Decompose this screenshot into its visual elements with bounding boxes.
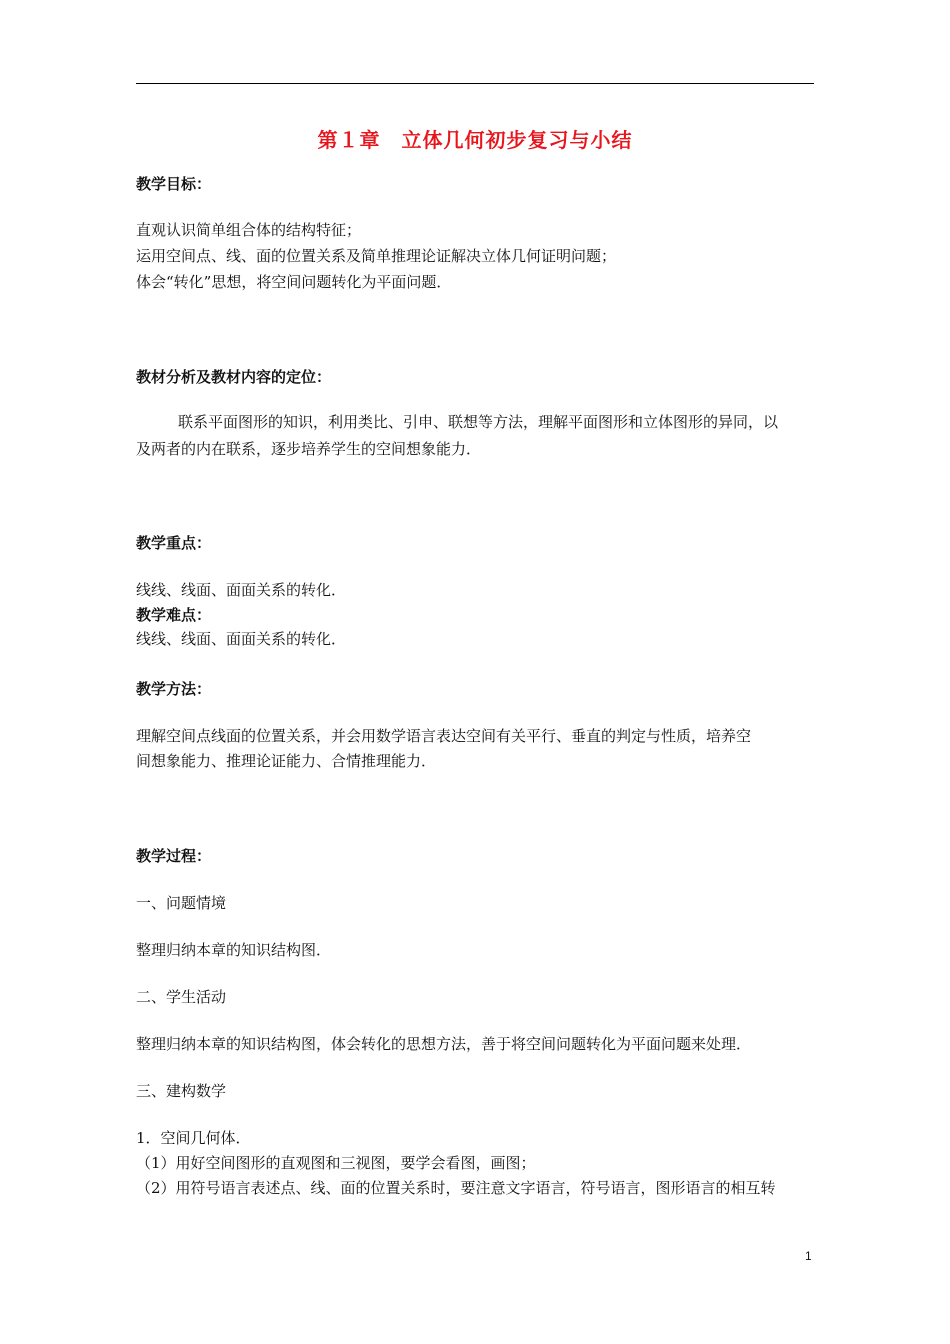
key-points-heading: 教学重点： [136, 534, 212, 552]
section-3-title: 三、建构数学 [136, 1082, 227, 1100]
item-1-1: （1）用好空间图形的直观图和三视图，要学会看图，画图； [136, 1154, 536, 1172]
objectives-line-1: 直观认识简单组合体的结构特征； [136, 221, 362, 239]
objectives-heading: 教学目标： [136, 175, 212, 193]
analysis-heading: 教材分析及教材内容的定位： [136, 368, 332, 386]
section-1-title: 一、问题情境 [136, 894, 227, 912]
section-2-title: 二、学生活动 [136, 988, 227, 1006]
objectives-line-2: 运用空间点、线、面的位置关系及简单推理论证解决立体几何证明问题； [136, 247, 617, 265]
page-title: 第１章 立体几何初步复习与小结 [317, 128, 633, 152]
item-1-2: （2）用符号语言表述点、线、面的位置关系时，要注意文字语言，符号语言，图形语言的相互转 [136, 1179, 776, 1197]
difficult-points-heading: 教学难点： [136, 606, 212, 624]
method-line-1: 理解空间点线面的位置关系，并会用数学语言表达空间有关平行、垂直的判定与性质，培养空 [136, 727, 752, 745]
analysis-line-2: 及两者的内在联系，逐步培养学生的空间想象能力． [136, 440, 482, 458]
section-2-text: 整理归纳本章的知识结构图，体会转化的思想方法，善于将空间问题转化为平面问题来处理． [136, 1035, 752, 1053]
item-1: 1．空间几何体． [136, 1129, 251, 1147]
header-rule [136, 83, 814, 84]
section-1-text: 整理归纳本章的知识结构图． [136, 941, 332, 959]
key-points-text: 线线、线面、面面关系的转化． [136, 581, 347, 599]
objectives-line-3: 体会“转化”思想，将空间问题转化为平面问题． [136, 273, 452, 291]
method-heading: 教学方法： [136, 680, 212, 698]
analysis-line-1: 联系平面图形的知识，利用类比、引申、联想等方法，理解平面图形和立体图形的异同，以 [178, 413, 779, 431]
process-heading: 教学过程： [136, 847, 212, 865]
method-line-2: 间想象能力、推理论证能力、合情推理能力． [136, 752, 437, 770]
page-number: 1 [805, 1249, 812, 1263]
difficult-points-text: 线线、线面、面面关系的转化． [136, 630, 347, 648]
